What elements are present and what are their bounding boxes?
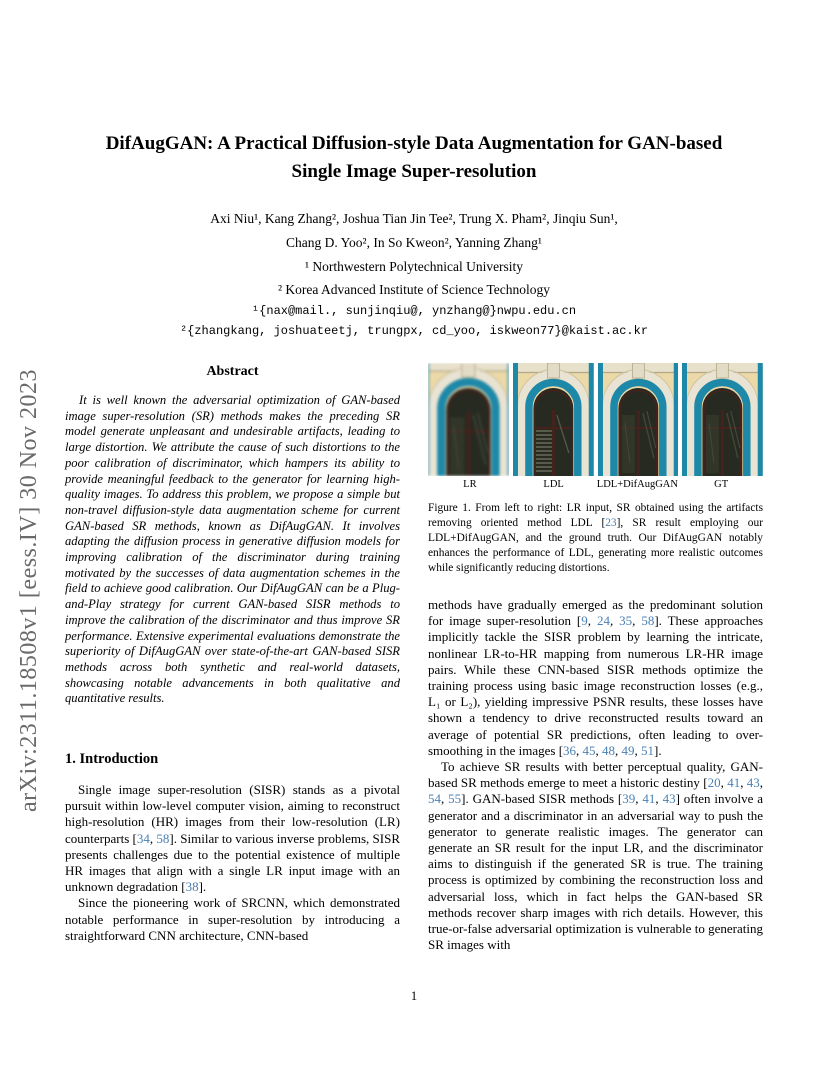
citation-link[interactable]: 35 <box>619 613 633 629</box>
section-heading-introduction: 1. Introduction <box>65 751 159 768</box>
abstract-heading: Abstract <box>206 364 259 379</box>
affiliation-2: ² Korea Advanced Institute of Science Technology <box>277 282 551 297</box>
citation-link[interactable]: 23 <box>605 517 617 529</box>
figure1-image-strip <box>428 363 763 476</box>
citation-link[interactable]: 43 <box>746 775 760 791</box>
citation-link[interactable]: 24 <box>596 613 610 629</box>
figure1-label-ldl-difauggan: LDL+DifAugGAN <box>596 479 678 490</box>
citation-link[interactable]: 55 <box>448 791 462 807</box>
authors-block <box>94 207 734 341</box>
citation-link[interactable]: 48 <box>602 742 616 758</box>
figure1-label-ldl: LDL <box>543 479 564 490</box>
right-paragraph-1: methods have gradually emerged as the predominant solution for image super-resolution [9, 24, 35, 58]. These approaches implicitly tackle the SISR problem by learning the intricate, nonlinear LR-to-HR mapping from numerous LR-HR image pairs. While these CNN-based SISR methods optimize the training process using basic image reconstruction losses (e.g., L₁ or L₂), yielding impressive PSNR results, these losses have shown a tendency to drive reconstructed results toward an average of potential SR predictions, often leading to over-smoothing in the images [36, 45, 48, 49, 51]. <box>428 597 764 758</box>
citation-link[interactable]: 9 <box>581 613 588 629</box>
figure1-panel-ldl-difauggan <box>598 363 679 476</box>
figure1-label-lr: LR <box>463 479 477 490</box>
intro-paragraph-1: Single image super-resolution (SISR) stands as a pivotal pursuit within low-level computer vision, aiming to reconstruct high-resolution (HR) images from their low-resolution (LR) counterparts [34, 58]. Similar to various inverse problems, SISR presents challenges due to the potential existence of multiple HR images that align with a single LR input image with an unknown degradation [38]. <box>65 782 401 895</box>
citation-link[interactable]: 34 <box>136 830 150 846</box>
affiliation-1: ¹ Northwestern Polytechnical University <box>304 259 524 274</box>
author-line-2: Chang D. Yoo², In So Kweon², Yanning Zhang¹ <box>286 235 542 250</box>
figure-1 <box>428 363 763 576</box>
citation-link[interactable]: 43 <box>662 791 676 807</box>
citation-link[interactable]: 38 <box>185 879 199 895</box>
figure1-label-gt: GT <box>714 479 729 490</box>
citation-link[interactable]: 58 <box>156 830 170 846</box>
citation-link[interactable]: 45 <box>582 742 596 758</box>
citation-link[interactable]: 41 <box>642 791 656 807</box>
email-line-1: ¹{nax@mail., sunjinqiu@, ynzhang@}nwpu.edu.cn <box>251 304 577 318</box>
citation-link[interactable]: 51 <box>641 742 655 758</box>
arxiv-watermark: arXiv:2311.18508v1 [eess.IV] 30 Nov 2023 <box>16 368 42 812</box>
right-paragraph-2: To achieve SR results with better perceptual quality, GAN-based SR methods emerge to meet a historic destiny [20, 41, 43, 54, 55]. GAN-based SISR methods [39, 41, 43] often involve a generator and a discriminator in an adversarial way to push the generator to generate realistic images. The generator can generate an SR result for the input LR, and the discriminator aims to distinguish if the generated SR is true. The training process is optimized by combining the reconstruction loss and adversarial loss, which in fact helps the GAN-based SR methods recover sharp images with rich details. However, this true-or-false adversarial optimization is vulnerable to generating SR images with <box>428 759 764 953</box>
figure1-panel-gt <box>682 363 763 476</box>
citation-link[interactable]: 41 <box>727 775 741 791</box>
citation-link[interactable]: 20 <box>707 775 721 791</box>
citation-link[interactable]: 39 <box>622 791 636 807</box>
page-number: 1 <box>410 989 418 1003</box>
citation-link[interactable]: 58 <box>641 613 655 629</box>
intro-paragraph-2: Since the pioneering work of SRCNN, which demonstrated notable performance in super-resolution by introducing a straightforward CNN architecture, CNN-based <box>65 895 400 943</box>
citation-link[interactable]: 54 <box>428 791 441 807</box>
figure1-caption: Figure 1. From left to right: LR input, SR obtained using the artifacts removing oriented method LDL [23], SR result employing our LDL+DifAugGAN, and the ground truth. Our DifAugGAN notably enhances the performance of LDL, generating more realistic outcomes while significantly reducing distortions. <box>428 502 763 574</box>
abstract-text: It is well known the adversarial optimization of GAN-based image super-resolution (SR) methods makes the preceding SR model generate unpleasant and undesirable artifacts, leading to large distortion. We attribute the cause of such distortions to the poor calibration of discriminator, which hampers its ability to provide meaningful feedback to the generator for learning high-quality images. To address this problem, we propose a simple but non-travel diffusion-style data augmentation scheme for current GAN-based SR methods, known as DifAugGAN. It involves adapting the diffusion process in generative diffusion models for improving calibration of the discriminator during training motivated by the successes of data augmentation schemes in the field to achieve good calibration. Our DifAugGAN can be a Plug-and-Play strategy for current GAN-based SISR methods to improve the calibration of the discriminator and thus improve SR performance. Extensive experimental evaluations demonstrate the superiority of DifAugGAN over state-of-the-art GAN-based SISR methods across both synthetic and real-world datasets, showcasing notable advancements in both qualitative and quantitative results. <box>65 393 400 706</box>
left-column <box>65 364 400 944</box>
figure1-labels <box>428 478 763 491</box>
citation-link[interactable]: 49 <box>621 742 635 758</box>
figure1-panel-ldl <box>513 363 594 476</box>
right-column <box>428 363 763 953</box>
figure1-panel-lr <box>428 363 509 476</box>
citation-link[interactable]: 36 <box>563 742 577 758</box>
email-line-2: ²{zhangkang, joshuateetj, trungpx, cd_yoo, iskweon77}@kaist.ac.kr <box>179 324 649 338</box>
author-line-1: Axi Niu¹, Kang Zhang², Joshua Tian Jin Tee², Trung X. Pham², Jinqiu Sun¹, <box>210 211 618 226</box>
paper-title: DifAugGAN: A Practical Diffusion-style Data Augmentation for GAN-based Single Image Super-resolution <box>105 133 723 182</box>
